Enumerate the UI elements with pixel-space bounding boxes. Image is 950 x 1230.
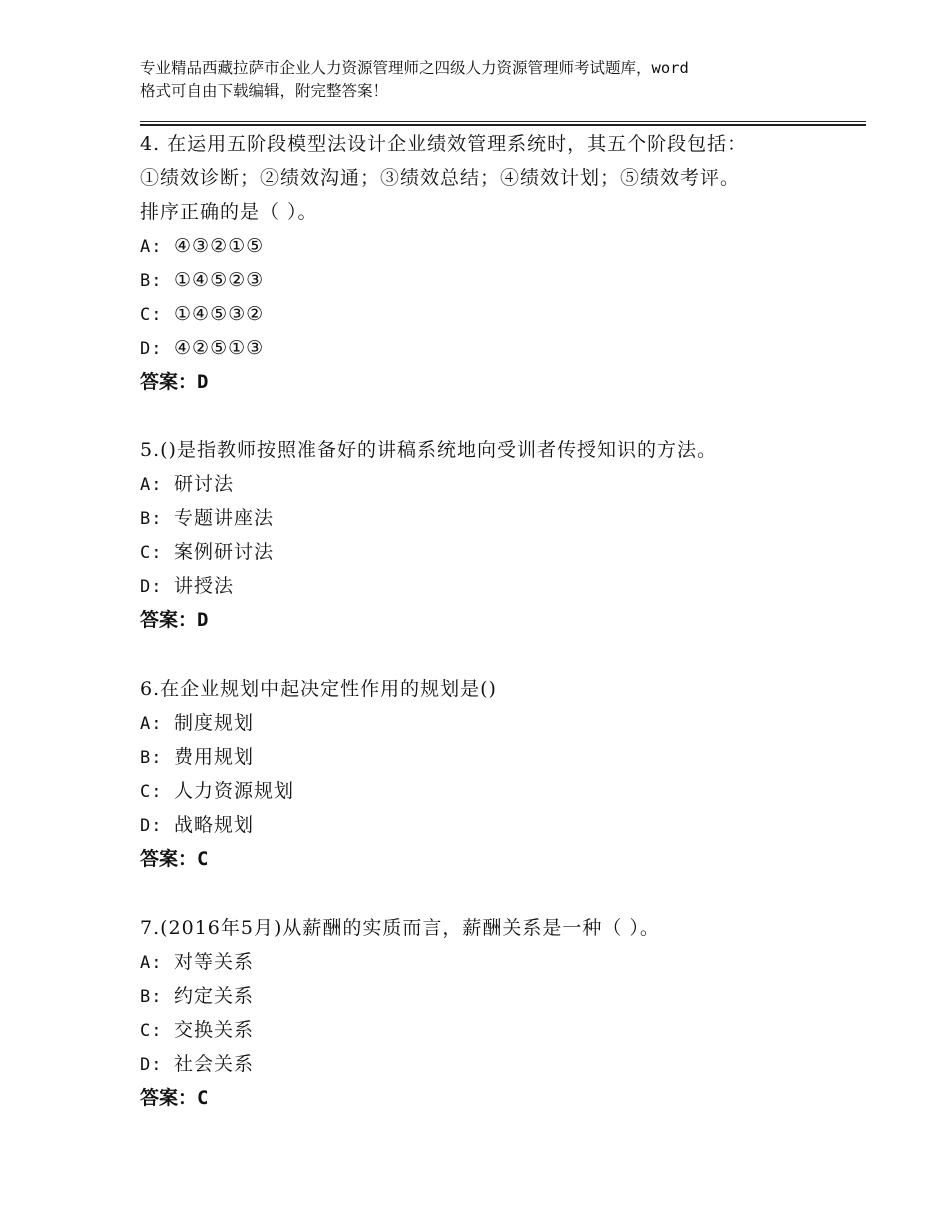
option-letter: A: — [140, 475, 163, 495]
answer-value: D — [197, 609, 209, 631]
option-text: ④③②①⑤ — [174, 235, 265, 257]
answer-line — [140, 1081, 840, 1115]
option-letter: D: — [140, 816, 163, 836]
option-d — [140, 331, 840, 365]
option-d — [140, 569, 840, 603]
option-letter: A: — [140, 953, 163, 973]
option-letter: A: — [140, 237, 163, 257]
answer-line — [140, 603, 840, 637]
option-c — [140, 297, 840, 331]
option-c — [140, 1013, 840, 1047]
answer-label: 答案： — [140, 371, 198, 393]
option-b — [140, 979, 840, 1013]
option-text: 社会关系 — [174, 1053, 255, 1075]
answer-label: 答案： — [140, 848, 198, 870]
question-stem-line: 7.(2016年5月)从薪酬的实质而言，薪酬关系是一种（ ）。 — [140, 917, 660, 939]
header-divider-thin — [140, 121, 866, 122]
answer-label: 答案： — [140, 609, 198, 631]
document-header — [140, 57, 840, 103]
option-a — [140, 467, 840, 501]
option-letter: D: — [140, 577, 163, 597]
option-text: 约定关系 — [174, 985, 255, 1007]
option-b — [140, 740, 840, 774]
option-c — [140, 535, 840, 569]
header-line-1: 专业精品西藏拉萨市企业人力资源管理师之四级人力资源管理师考试题库，word — [140, 59, 689, 77]
option-text: 案例研讨法 — [174, 541, 275, 563]
option-letter: C: — [140, 305, 163, 325]
option-d — [140, 1047, 840, 1081]
option-d — [140, 808, 840, 842]
question-stem-line: 排序正确的是（ ）。 — [140, 201, 318, 223]
option-text: 制度规划 — [174, 712, 255, 734]
answer-value: C — [197, 1087, 209, 1109]
question-6 — [140, 672, 840, 876]
option-text: 研讨法 — [174, 473, 235, 495]
option-letter: C: — [140, 782, 163, 802]
option-letter: A: — [140, 714, 163, 734]
option-letter: B: — [140, 748, 163, 768]
option-letter: C: — [140, 1021, 163, 1041]
option-text: 交换关系 — [174, 1019, 255, 1041]
option-letter: B: — [140, 271, 163, 291]
option-b — [140, 501, 840, 535]
answer-label: 答案： — [140, 1087, 198, 1109]
question-stem-line: 4. 在运用五阶段模型法设计企业绩效管理系统时，其五个阶段包括： — [140, 133, 748, 155]
question-4 — [140, 127, 840, 399]
option-letter: D: — [140, 339, 163, 359]
question-7 — [140, 911, 840, 1115]
option-text: 对等关系 — [174, 951, 255, 973]
option-letter: C: — [140, 543, 163, 563]
option-b — [140, 263, 840, 297]
option-text: 专题讲座法 — [174, 507, 275, 529]
option-text: ④②⑤①③ — [174, 337, 265, 359]
option-text: 战略规划 — [174, 814, 255, 836]
option-a — [140, 706, 840, 740]
option-text: 费用规划 — [174, 746, 255, 768]
header-divider-thick — [140, 124, 866, 126]
answer-value: C — [197, 848, 209, 870]
answer-line — [140, 365, 840, 399]
answer-value: D — [197, 371, 209, 393]
option-a — [140, 229, 840, 263]
option-text: ①④⑤③② — [174, 303, 265, 325]
option-letter: B: — [140, 987, 163, 1007]
option-text: 讲授法 — [174, 575, 235, 597]
option-text: 人力资源规划 — [174, 780, 295, 802]
header-line-2: 格式可自由下载编辑，附完整答案！ — [140, 82, 389, 100]
option-a — [140, 945, 840, 979]
question-stem-line: ①绩效诊断；②绩效沟通；③绩效总结；④绩效计划；⑤绩效考评。 — [140, 167, 741, 189]
answer-line — [140, 842, 840, 876]
option-c — [140, 774, 840, 808]
option-letter: B: — [140, 509, 163, 529]
option-letter: D: — [140, 1055, 163, 1075]
question-5 — [140, 433, 840, 637]
question-stem-line: 6.在企业规划中起决定性作用的规划是() — [140, 678, 497, 700]
question-stem-line: 5.()是指教师按照准备好的讲稿系统地向受训者传授知识的方法。 — [140, 439, 717, 461]
option-text: ①④⑤②③ — [174, 269, 265, 291]
